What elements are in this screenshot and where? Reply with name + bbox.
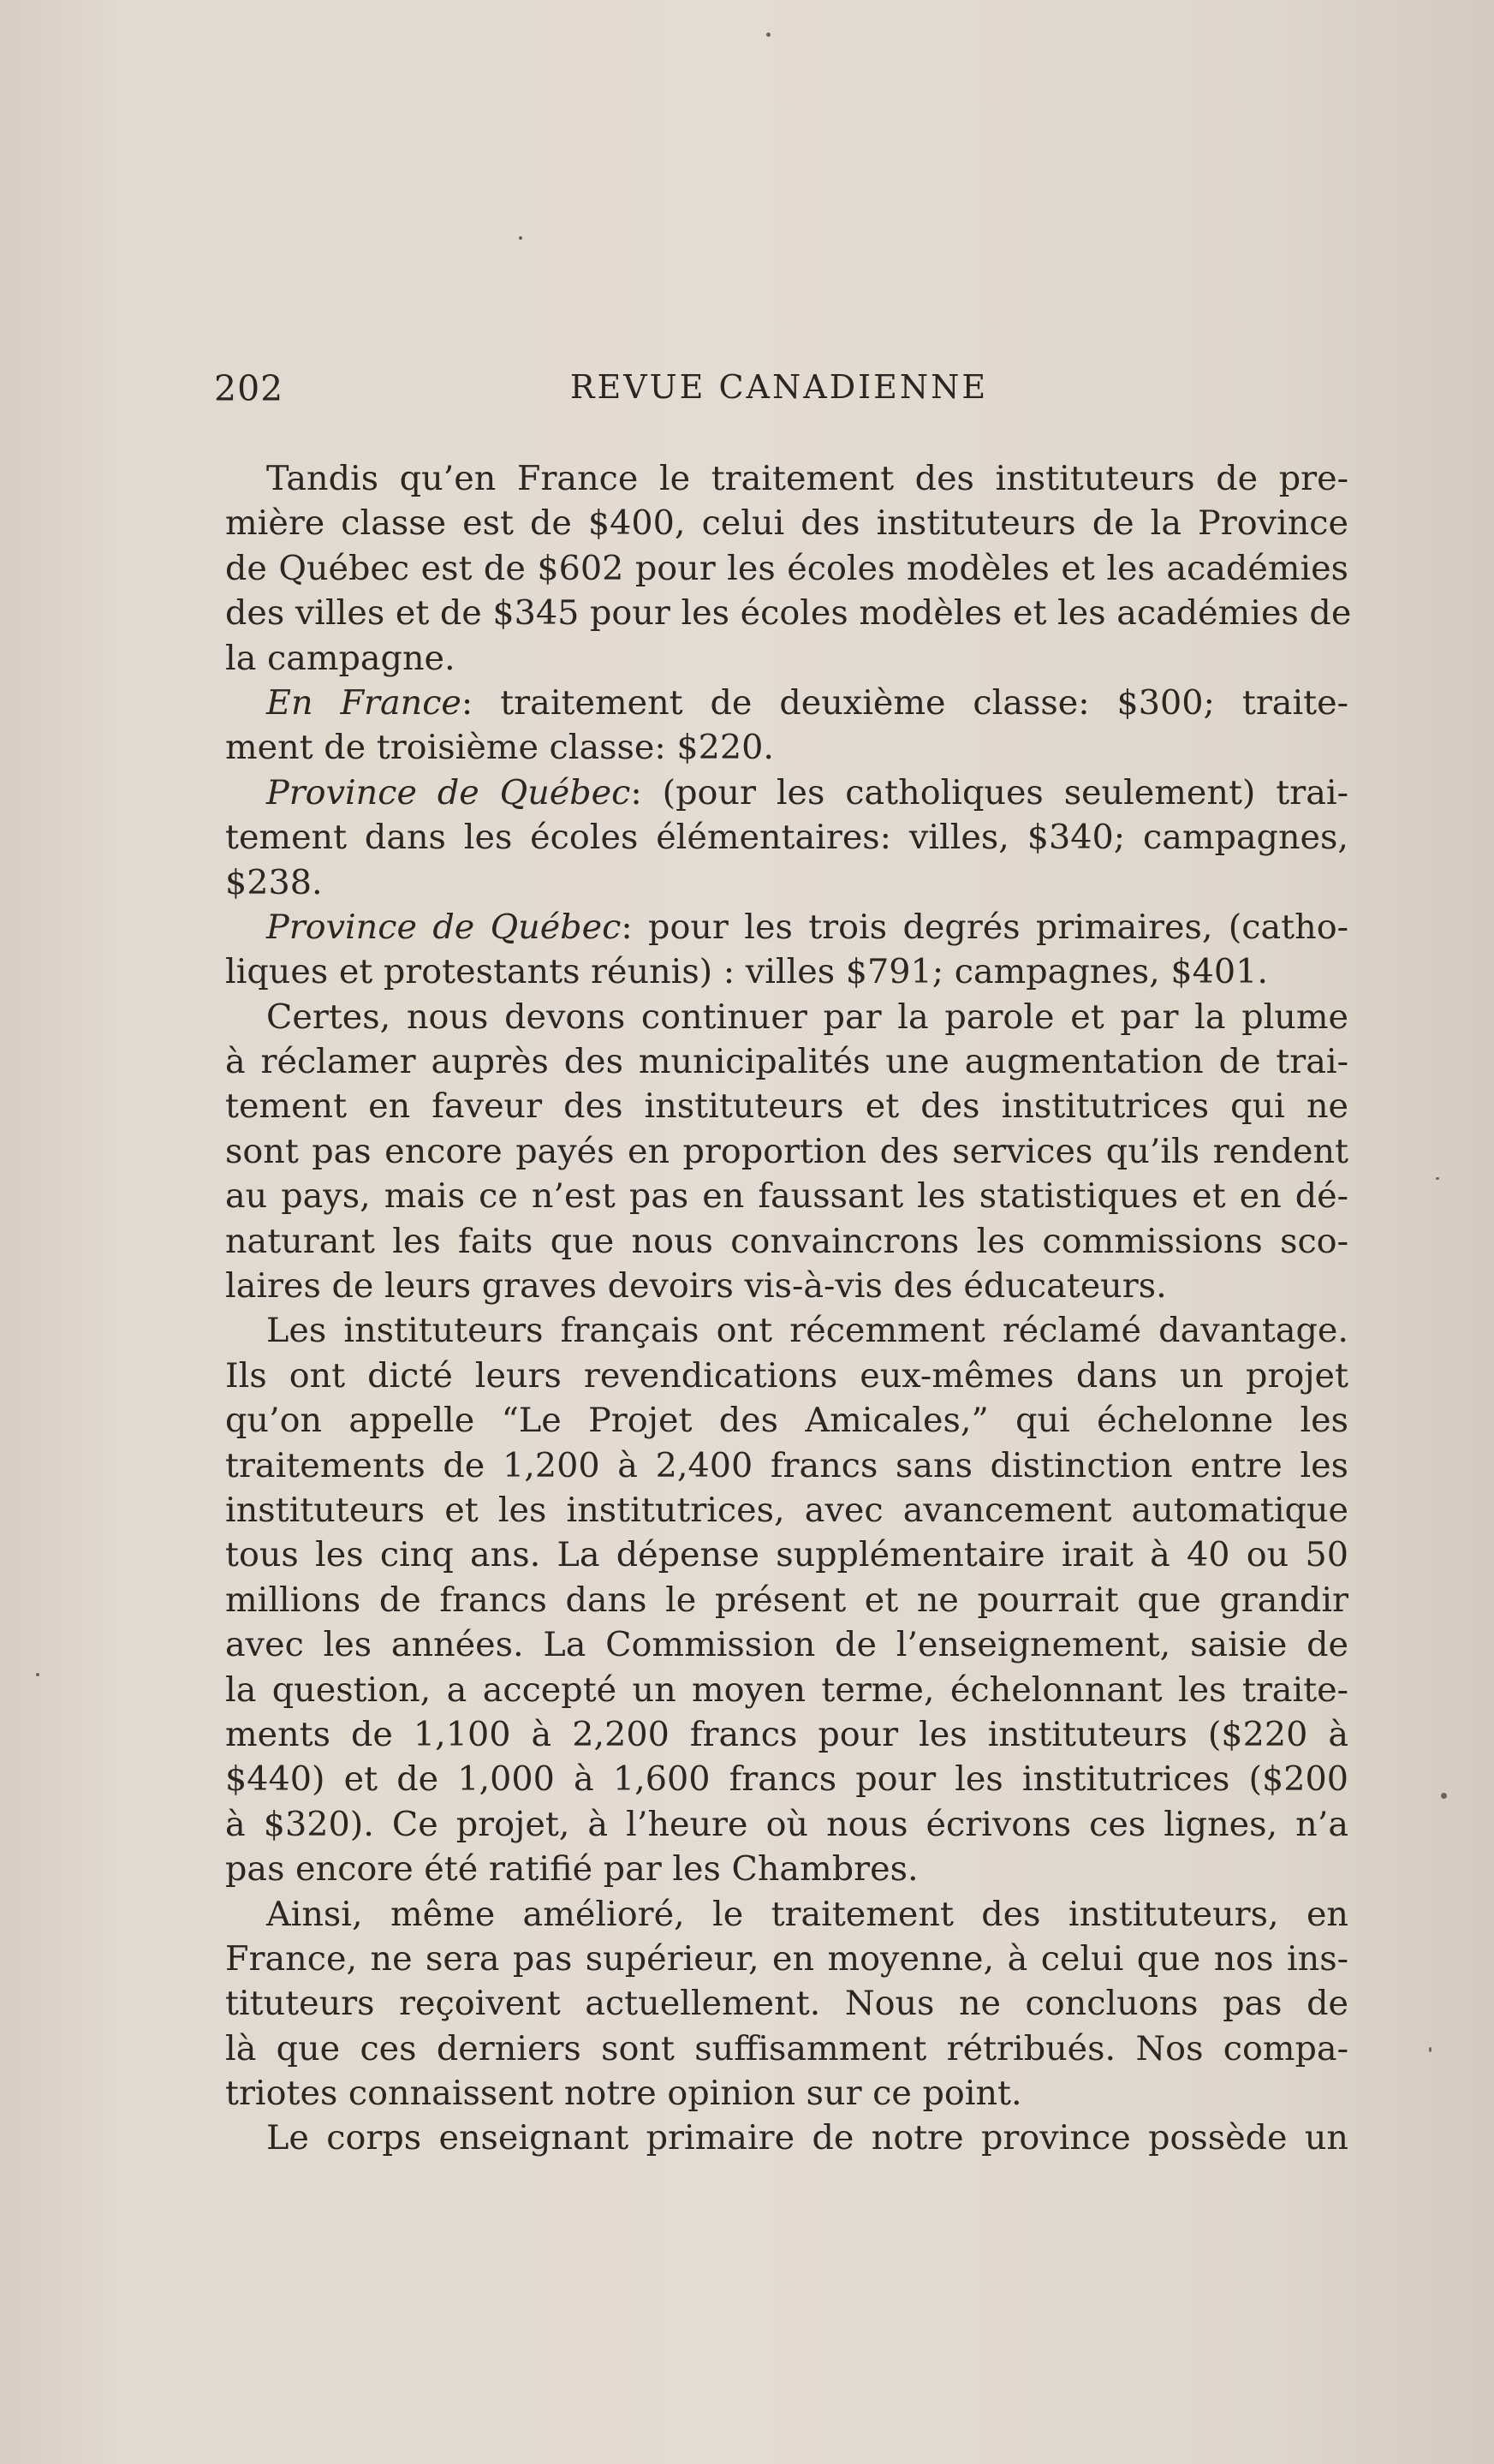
text-line: à réclamer auprès des municipalités une augmentation de trai-	[225, 1042, 1348, 1082]
text-line: pas encore été ratifié par les Chambres.	[225, 1849, 919, 1890]
text-line: naturant les faits que nous convaincrons les commissions sco-	[225, 1221, 1348, 1261]
line-rest: : (pour les catholiques seulement) trai-	[630, 772, 1348, 812]
paragraph	[225, 456, 1352, 681]
paragraph	[225, 1892, 1348, 2116]
paper-speck	[519, 236, 522, 240]
paragraph	[225, 681, 1348, 771]
text-line: $440) et de 1,000 à 1,600 francs pour les institutrices ($200	[225, 1759, 1348, 1800]
line-rest: : traitement de deuxième classe: $300; traite-	[461, 682, 1348, 723]
text-line: tous les cinq ans. La dépense supplémentaire irait à 40 ou 50	[225, 1535, 1348, 1575]
text-line: Ils ont dicté leurs revendications eux-mêmes dans un projet	[225, 1355, 1348, 1396]
italic-lead: Province de Québec	[266, 907, 622, 947]
line-rest: : pour les trois degrés primaires, (catho-	[621, 907, 1348, 947]
text-line: Certes, nous devons continuer par la parole et par la plume	[266, 997, 1348, 1037]
body-text	[225, 456, 1352, 2161]
text-line: instituteurs et les institutrices, avec avancement automatique	[225, 1490, 1348, 1530]
text-line	[225, 681, 1348, 725]
text-line: tituteurs reçoivent actuellement. Nous ne concluons pas de	[225, 1984, 1348, 2024]
text-line: avec les années. La Commission de l’enseignement, saisie de	[225, 1625, 1348, 1665]
paper-speck	[36, 1673, 39, 1676]
page-header	[214, 368, 1344, 420]
text-line: de Québec est de $602 pour les écoles modèles et les académies	[225, 548, 1348, 588]
text-line: Ainsi, même amélioré, le traitement des instituteurs, en	[266, 1894, 1348, 1934]
paper-speck	[766, 33, 771, 37]
text-line: triotes connaissent notre opinion sur ce point.	[225, 2074, 1022, 2114]
text-line: Tandis qu’en France le traitement des instituteurs de pre-	[266, 459, 1348, 498]
paper-speck	[1436, 1177, 1439, 1180]
text-line: France, ne sera pas supérieur, en moyenne, à celui que nos ins-	[225, 1938, 1348, 1979]
running-title: REVUE CANADIENNE	[569, 368, 989, 406]
text-line: liques et protestants réunis) : villes $791; campagnes, $401.	[225, 952, 1268, 992]
text-line	[225, 905, 1348, 949]
paragraph	[225, 905, 1348, 995]
italic-lead: En France	[266, 682, 461, 723]
paragraph	[225, 1308, 1348, 1891]
paragraph	[225, 771, 1348, 905]
text-line: tement dans les écoles élémentaires: villes, $340; campagnes,	[225, 818, 1348, 858]
text-line: Les instituteurs français ont récemment réclamé davantage.	[266, 1311, 1348, 1351]
text-line: traitements de 1,200 à 2,400 francs sans distinction entre les	[225, 1445, 1348, 1485]
text-line: à $320). Ce projet, à l’heure où nous écrivons ces lignes, n’a	[225, 1804, 1348, 1844]
paragraph	[225, 995, 1348, 1309]
text-line: des villes et de $345 pour les écoles modèles et les académies de	[225, 593, 1352, 634]
text-line: Le corps enseignant primaire de notre province possède un	[266, 2118, 1348, 2158]
text-line: au pays, mais ce n’est pas en faussant les statistiques et en dé-	[225, 1176, 1348, 1217]
paper-speck	[1429, 2047, 1432, 2052]
text-line: tement en faveur des instituteurs et des institutrices qui ne	[225, 1086, 1348, 1127]
text-line: mière classe est de $400, celui des instituteurs de la Province	[225, 503, 1348, 544]
text-line: sont pas encore payés en proportion des services qu’ils rendent	[225, 1131, 1348, 1171]
paper-speck	[1441, 1793, 1447, 1799]
text-line: la question, a accepté un moyen terme, échelonnant les traite-	[225, 1669, 1348, 1710]
text-line: qu’on appelle “Le Projet des Amicales,” qui échelonne les	[225, 1401, 1348, 1441]
italic-lead: Province de Québec	[266, 772, 631, 812]
text-line: là que ces derniers sont suffisamment rétribués. Nos compa-	[225, 2028, 1348, 2068]
text-line: ment de troisième classe: $220.	[225, 728, 774, 768]
text-line: millions de francs dans le présent et ne pourrait que grandir	[225, 1580, 1348, 1620]
paragraph	[225, 2116, 1348, 2160]
text-line: ments de 1,100 à 2,200 francs pour les instituteurs ($220 à	[225, 1714, 1348, 1754]
text-line: la campagne.	[225, 638, 455, 678]
page-number: 202	[214, 368, 284, 409]
text-line: laires de leurs graves devoirs vis-à-vis des éducateurs.	[225, 1266, 1167, 1306]
text-line: $238.	[225, 862, 323, 902]
text-line	[225, 771, 1348, 815]
